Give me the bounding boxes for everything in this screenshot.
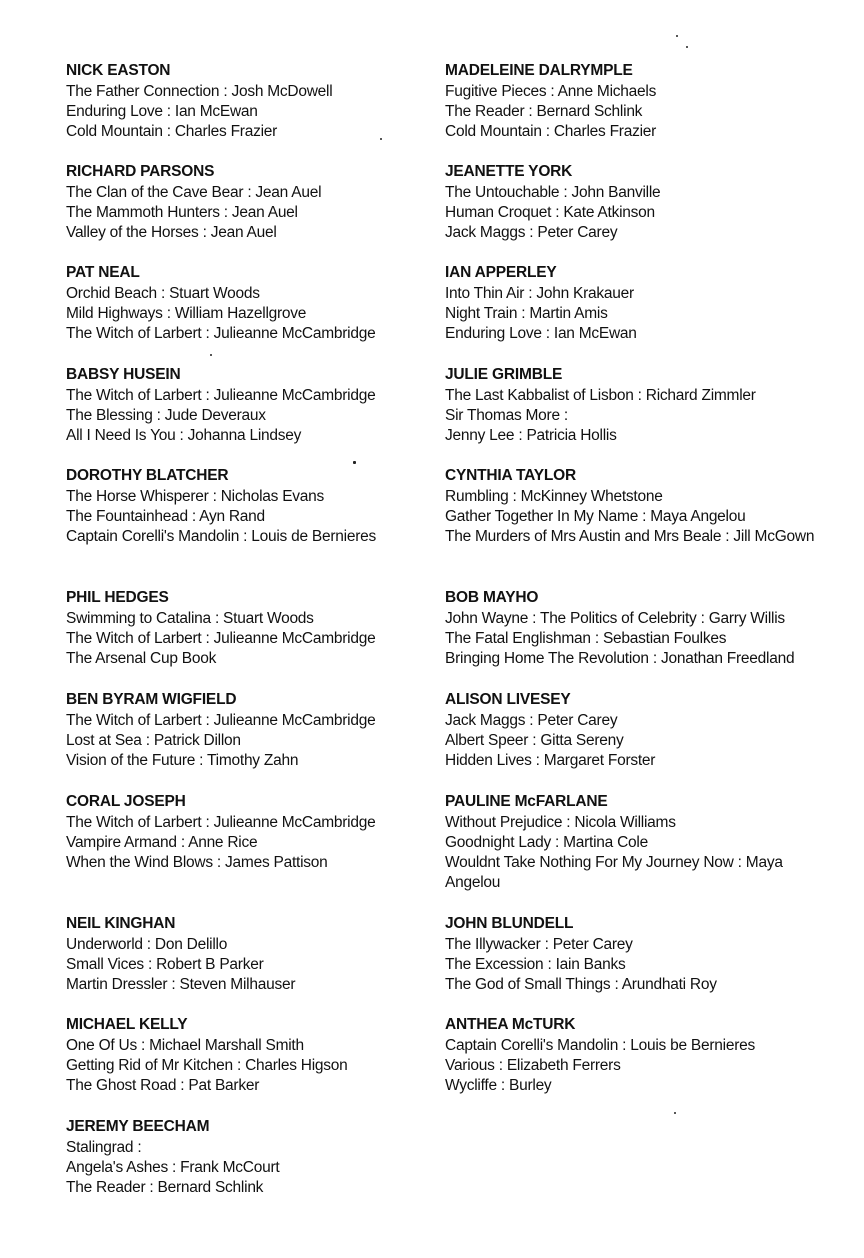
book-line: Cold Mountain : Charles Frazier	[445, 123, 657, 141]
book-line: Orchid Beach : Stuart Woods	[66, 284, 260, 302]
book-line: The Clan of the Cave Bear : Jean Auel	[66, 183, 322, 201]
book-line: Wycliffe : Burley	[445, 1077, 552, 1095]
book-line: Lost at Sea : Patrick Dillon	[66, 731, 241, 749]
reader-entry	[445, 61, 835, 142]
book-line: The Witch of Larbert : Julieanne McCambridge	[66, 386, 376, 404]
book-line: Vampire Armand : Anne Rice	[66, 833, 258, 851]
reader-name: NICK EASTON	[66, 62, 171, 79]
book-line: Martin Dressler : Steven Milhauser	[66, 976, 296, 994]
reader-name: ALISON LIVESEY	[445, 691, 571, 708]
reader-entry	[66, 263, 436, 344]
book-line: Fugitive Pieces : Anne Michaels	[445, 82, 657, 100]
reader-entry	[445, 914, 835, 995]
reader-entry	[66, 1015, 436, 1096]
reader-entry	[445, 263, 835, 344]
book-line: The Witch of Larbert : Julieanne McCambridge	[66, 711, 376, 729]
reader-entry	[66, 914, 436, 995]
book-line: The Witch of Larbert : Julieanne McCambridge	[66, 629, 376, 647]
reader-name: CORAL JOSEPH	[66, 793, 186, 810]
reader-name: CYNTHIA TAYLOR	[445, 467, 576, 484]
scan-speck	[686, 46, 688, 48]
book-line: Jack Maggs : Peter Carey	[445, 224, 618, 242]
book-line: All I Need Is You : Johanna Lindsey	[66, 427, 302, 445]
book-line: Bringing Home The Revolution : Jonathan Freedland	[445, 650, 795, 668]
reader-name: DOROTHY BLATCHER	[66, 467, 229, 484]
book-line: Goodnight Lady : Martina Cole	[445, 833, 648, 851]
book-line: The Mammoth Hunters : Jean Auel	[66, 203, 298, 221]
reader-name: PHIL HEDGES	[66, 589, 169, 606]
book-line: The Ghost Road : Pat Barker	[66, 1077, 260, 1095]
reader-entry	[66, 1117, 436, 1198]
book-line: Enduring Love : Ian McEwan	[445, 325, 637, 343]
reader-entry	[66, 466, 436, 547]
book-line: The Excession : Iain Banks	[445, 955, 626, 973]
reader-name: PAULINE McFARLANE	[445, 793, 608, 810]
book-line: Jenny Lee : Patricia Hollis	[445, 427, 617, 445]
reader-entry	[445, 792, 835, 894]
reader-name: PAT NEAL	[66, 264, 140, 281]
reader-name: JEANETTE YORK	[445, 163, 573, 180]
reader-name: JULIE GRIMBLE	[445, 366, 563, 383]
book-line: Rumbling : McKinney Whetstone	[445, 487, 663, 505]
book-line: Sir Thomas More :	[445, 406, 568, 424]
book-line: Valley of the Horses : Jean Auel	[66, 224, 277, 242]
reader-entry	[445, 466, 835, 547]
book-line: Stalingrad :	[66, 1138, 142, 1156]
scan-speck	[674, 1112, 676, 1114]
reader-entry	[445, 162, 835, 243]
book-line: Captain Corelli's Mandolin : Louis de Bernieres	[66, 528, 376, 546]
reader-entry	[445, 1015, 835, 1096]
scan-speck	[380, 138, 382, 140]
book-line: The Fountainhead : Ayn Rand	[66, 507, 265, 525]
book-line: Underworld : Don Delillo	[66, 935, 228, 953]
book-line: When the Wind Blows : James Pattison	[66, 854, 328, 872]
reader-entry	[445, 690, 835, 771]
book-line: The Illywacker : Peter Carey	[445, 935, 633, 953]
reader-entry	[445, 588, 835, 669]
book-line: Albert Speer : Gitta Sereny	[445, 731, 624, 749]
reader-entry	[66, 61, 436, 142]
reader-entry	[66, 792, 436, 873]
scan-speck	[210, 354, 212, 356]
book-line: Jack Maggs : Peter Carey	[445, 711, 618, 729]
reader-name: MICHAEL KELLY	[66, 1016, 188, 1033]
reader-entry	[445, 365, 835, 446]
book-line: Into Thin Air : John Krakauer	[445, 284, 634, 302]
book-line: The Last Kabbalist of Lisbon : Richard Zimmler	[445, 386, 756, 404]
book-line: The Witch of Larbert : Julieanne McCambridge	[66, 325, 376, 343]
book-line: Hidden Lives : Margaret Forster	[445, 752, 656, 770]
book-line: John Wayne : The Politics of Celebrity : Garry Willis	[445, 609, 785, 627]
book-line: One Of Us : Michael Marshall Smith	[66, 1036, 304, 1054]
book-line: Captain Corelli's Mandolin : Louis be Bernieres	[445, 1036, 755, 1054]
reader-name: BOB MAYHO	[445, 589, 539, 606]
book-line: Swimming to Catalina : Stuart Woods	[66, 609, 314, 627]
reader-entry	[66, 690, 436, 771]
reader-name: NEIL KINGHAN	[66, 915, 176, 932]
reader-name: ANTHEA McTURK	[445, 1016, 576, 1033]
book-line: Night Train : Martin Amis	[445, 304, 608, 322]
book-line: The Blessing : Jude Deveraux	[66, 406, 266, 424]
book-line: Without Prejudice : Nicola Williams	[445, 813, 676, 831]
book-line: The Fatal Englishman : Sebastian Foulkes	[445, 629, 727, 647]
book-line: Wouldnt Take Nothing For My Journey Now : Maya Angelou	[445, 854, 783, 892]
scan-speck	[676, 35, 678, 37]
book-line: Human Croquet : Kate Atkinson	[445, 203, 655, 221]
reader-name: JOHN BLUNDELL	[445, 915, 574, 932]
book-line: The Untouchable : John Banville	[445, 183, 661, 201]
book-line: Getting Rid of Mr Kitchen : Charles Higson	[66, 1056, 348, 1074]
book-line: The Father Connection : Josh McDowell	[66, 82, 333, 100]
book-line: The Horse Whisperer : Nicholas Evans	[66, 487, 325, 505]
book-line: Enduring Love : Ian McEwan	[66, 102, 258, 120]
reader-entry	[66, 162, 436, 243]
book-line: Mild Highways : William Hazellgrove	[66, 304, 307, 322]
reader-name: MADELEINE DALRYMPLE	[445, 62, 633, 79]
book-line: Gather Together In My Name : Maya Angelou	[445, 507, 746, 525]
book-line: The Murders of Mrs Austin and Mrs Beale : Jill McGown	[445, 528, 815, 546]
scan-speck	[353, 461, 356, 464]
reader-entry	[66, 588, 436, 669]
book-line: The Witch of Larbert : Julieanne McCambridge	[66, 813, 376, 831]
book-line: The Reader : Bernard Schlink	[445, 102, 643, 120]
reader-name: BEN BYRAM WIGFIELD	[66, 691, 237, 708]
book-line: Various : Elizabeth Ferrers	[445, 1056, 621, 1074]
book-line: The Reader : Bernard Schlink	[66, 1179, 264, 1197]
book-line: Vision of the Future : Timothy Zahn	[66, 752, 299, 770]
reader-name: JEREMY BEECHAM	[66, 1118, 210, 1135]
book-line: Small Vices : Robert B Parker	[66, 955, 264, 973]
book-line: Cold Mountain : Charles Frazier	[66, 123, 278, 141]
book-line: The Arsenal Cup Book	[66, 650, 217, 668]
reader-name: BABSY HUSEIN	[66, 366, 181, 383]
book-line: Angela's Ashes : Frank McCourt	[66, 1158, 280, 1176]
reader-name: RICHARD PARSONS	[66, 163, 215, 180]
book-line: The God of Small Things : Arundhati Roy	[445, 976, 717, 994]
reader-name: IAN APPERLEY	[445, 264, 557, 281]
reader-entry	[66, 365, 436, 446]
